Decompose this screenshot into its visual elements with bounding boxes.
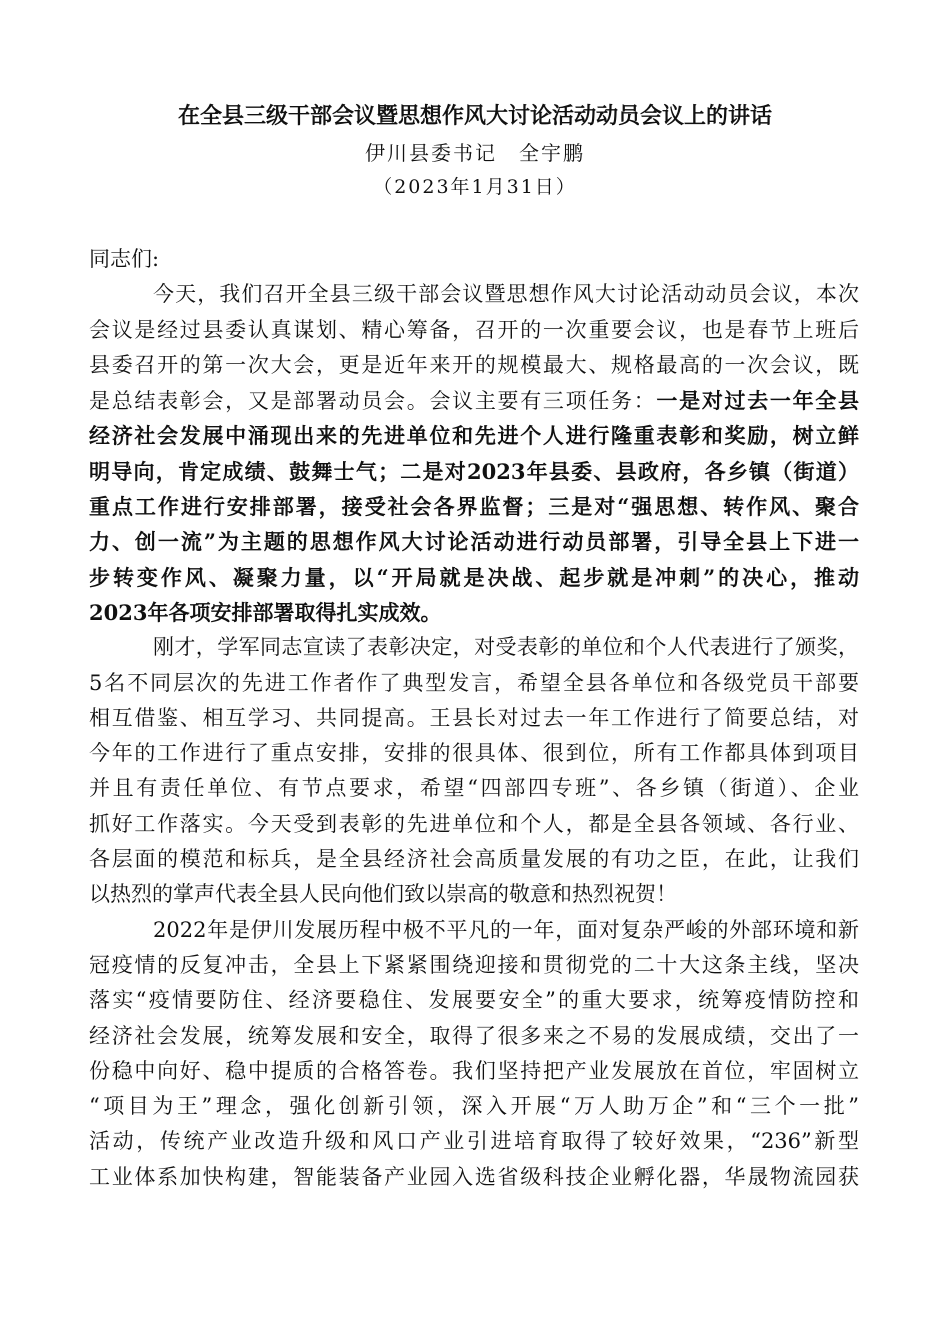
text-segment: 今年的工作进行了重点安排，安排的很具体、很到位，所有工作都具体到项目 <box>89 741 859 766</box>
text-line <box>89 595 859 630</box>
document-title: 在全县三级干部会议暨思想作风大讨论活动动员会议上的讲话 <box>177 103 772 129</box>
text-line <box>89 1124 859 1159</box>
text-segment: 相互借鉴、相互学习、共同提高。王县长对过去一年工作进行了简要总结，对 <box>89 705 859 730</box>
text-line <box>89 736 859 771</box>
text-line <box>89 701 859 736</box>
text-segment: “项目为王”理念，强化创新引领，深入开展“万人助万企”和“三个一批” <box>89 1094 859 1119</box>
text-segment: 工业体系加快构建，智能装备产业园入选省级科技企业孵化器，华晟物流园获 <box>89 1164 859 1189</box>
paragraph <box>89 913 859 1195</box>
text-segment: 会议是经过县委认真谋划、精心筹备，召开的一次重要会议，也是春节上班后 <box>89 317 859 342</box>
bold-text-segment: 步转变作风、凝聚力量，以“开局就是决战、起步就是冲刺”的决心，推动 <box>89 564 859 590</box>
text-line <box>89 877 859 912</box>
document-date: （2023年1月31日） <box>373 176 577 198</box>
text-line <box>89 1160 859 1195</box>
text-segment: 5名不同层次的先进工作者作了典型发言，希望全县各单位和各级党员干部要 <box>89 670 859 695</box>
text-line <box>89 948 859 983</box>
text-segment: 活动，传统产业改造升级和风口产业引进培育取得了较好效果，“236”新型 <box>89 1129 859 1154</box>
text-line <box>89 560 859 595</box>
document-body <box>89 242 859 1195</box>
text-line <box>89 666 859 701</box>
text-line <box>89 842 859 877</box>
text-segment: 冠疫情的反复冲击，全县上下紧紧围绕迎接和贯彻党的二十大这条主线，坚决 <box>89 952 859 977</box>
text-segment: 今天，我们召开全县三级干部会议暨思想作风大讨论活动动员会议，本次 <box>153 282 859 307</box>
text-line <box>89 454 859 489</box>
bold-text-segment: 力、创一流”为主题的思想作风大讨论活动进行动员部署，引导全县上下进一 <box>89 529 859 555</box>
text-line <box>89 913 859 948</box>
bold-text-segment: 经济社会发展中涌现出来的先进单位和先进个人进行隆重表彰和奖励，树立鲜 <box>89 423 859 449</box>
salutation: 同志们: <box>89 247 160 271</box>
text-line <box>89 277 859 312</box>
text-segment: 县委召开的第一次大会，更是近年来开的规模最大、规格最高的一次会议，既 <box>89 352 859 377</box>
text-segment: 落实“疫情要防住、经济要稳住、发展要安全”的重大要求，统筹疫情防控和 <box>89 988 859 1013</box>
document-author: 伊川县委书记 全宇鹏 <box>365 141 585 165</box>
text-line <box>89 348 859 383</box>
text-line <box>89 383 859 418</box>
text-segment: 抓好工作落实。今天受到表彰的先进单位和个人，都是全县各领域、各行业、 <box>89 811 859 836</box>
text-segment: 份稳中向好、稳中提质的合格答卷。我们坚持把产业发展放在首位，牢固树立 <box>89 1058 859 1083</box>
text-line <box>89 771 859 806</box>
text-line <box>89 489 859 524</box>
paragraph <box>89 277 859 630</box>
bold-text-segment: 2023年各项安排部署取得扎实成效。 <box>89 599 442 625</box>
bold-text-segment: 重点工作进行安排部署，接受社会各界监督；三是对“强思想、转作风、聚合 <box>89 494 859 520</box>
text-segment: 各层面的模范和标兵，是全县经济社会高质量发展的有功之臣，在此，让我们 <box>89 847 859 872</box>
text-line <box>89 524 859 559</box>
text-line <box>89 1019 859 1054</box>
text-segment: 刚才，学军同志宣读了表彰决定，对受表彰的单位和个人代表进行了颁奖， <box>153 635 859 660</box>
text-segment: 并且有责任单位、有节点要求，希望“四部四专班”、各乡镇（街道）、企业 <box>89 776 859 801</box>
paragraph <box>89 630 859 912</box>
text-line <box>89 1089 859 1124</box>
text-line <box>89 630 859 665</box>
text-line <box>89 418 859 453</box>
text-segment: 以热烈的掌声代表全县人民向他们致以崇高的敬意和热烈祝贺！ <box>89 882 677 907</box>
text-segment: 2022年是伊川发展历程中极不平凡的一年，面对复杂严峻的外部环境和新 <box>153 917 859 942</box>
text-line <box>89 1054 859 1089</box>
bold-text-segment: 一是对过去一年全县 <box>656 388 859 414</box>
text-line <box>89 983 859 1018</box>
text-segment: 是总结表彰会，又是部署动员会。会议主要有三项任务： <box>89 389 657 414</box>
text-segment: 经济社会发展，统筹发展和安全，取得了很多来之不易的发展成绩，交出了一 <box>89 1023 859 1048</box>
text-line <box>89 313 859 348</box>
bold-text-segment: 明导向，肯定成绩、鼓舞士气；二是对2023年县委、县政府，各乡镇（街道） <box>89 458 859 484</box>
text-line <box>89 807 859 842</box>
paragraphs <box>89 277 859 1195</box>
